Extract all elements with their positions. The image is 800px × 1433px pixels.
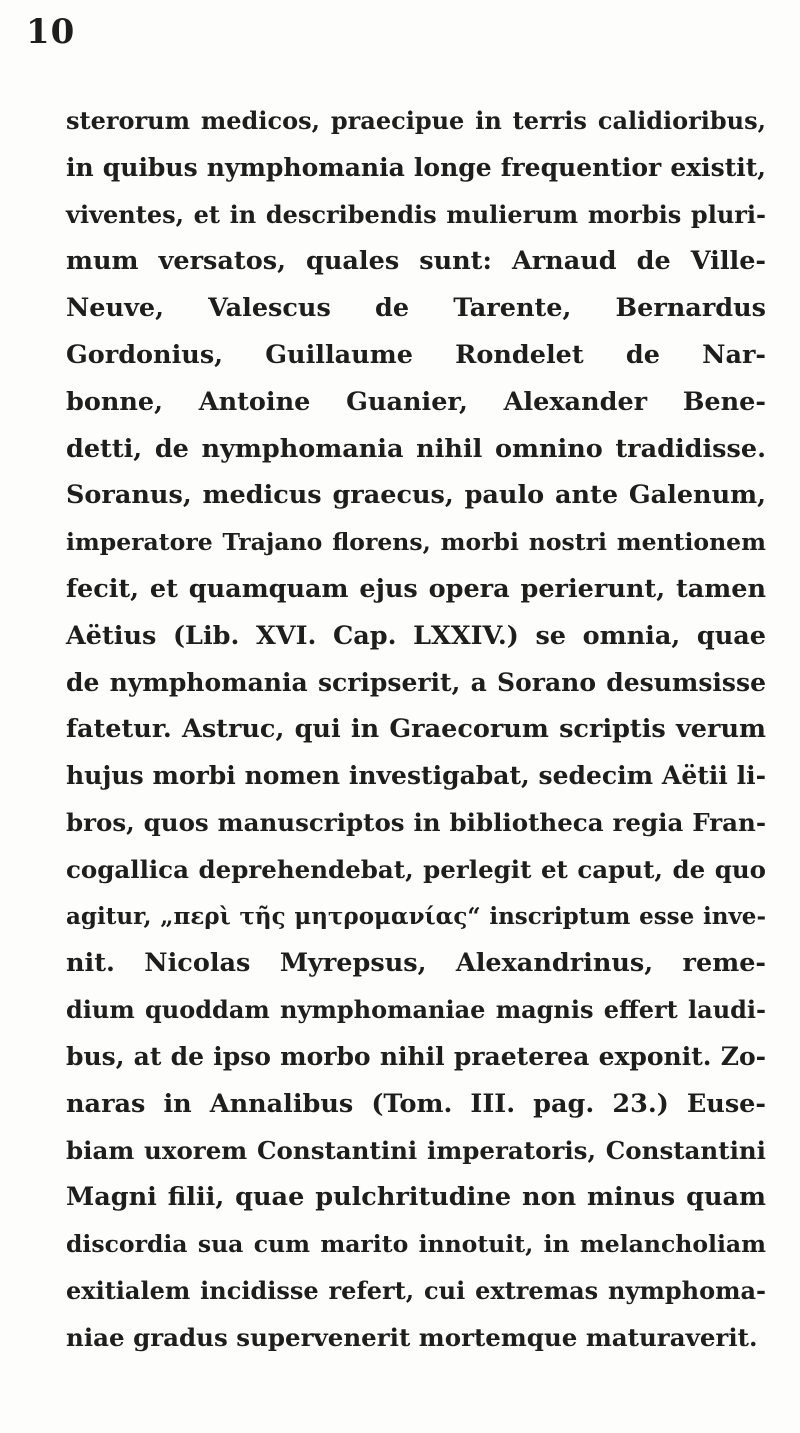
text-line: Aëtius (Lib. XVI. Cap. LXXIV.) se omnia, quae — [66, 620, 766, 651]
body-text — [66, 98, 766, 1362]
text-line: sterorum medicos, praecipue in terris calidioribus, — [66, 106, 766, 135]
text-line: cogallica deprehendebat, perlegit et caput, de quo — [66, 854, 766, 884]
text-line: agitur, „περὶ τῆς μητρομανίας“ inscriptum esse inve- — [66, 902, 766, 930]
text-line: de nymphomania scripserit, a Sorano desumsisse — [66, 667, 766, 697]
text-line: detti, de nymphomania nihil omnino tradidisse. — [66, 433, 766, 464]
text-line: exitialem incidisse refert, cui extremas nymphoma- — [66, 1275, 766, 1305]
text-line: in quibus nymphomania longe frequentior existit, — [66, 152, 766, 182]
text-line: discordia sua cum marito innotuit, in melancholiam — [66, 1230, 766, 1259]
page-number: 10 — [26, 12, 76, 52]
text-line: naras in Annalibus (Tom. III. pag. 23.) Euse- — [66, 1088, 766, 1119]
text-line: niae gradus supervenerit mortemque maturaverit. — [66, 1322, 758, 1352]
text-line: biam uxorem Constantini imperatoris, Constantini — [66, 1135, 766, 1165]
text-line: dium quoddam nymphomaniae magnis effert laudi- — [66, 995, 766, 1025]
text-line: bonne, Antoine Guanier, Alexander Bene- — [66, 386, 766, 417]
text-line: mum versatos, quales sunt: Arnaud de Ville- — [66, 246, 766, 277]
text-line: bus, at de ipso morbo nihil praeterea exponit. Zo- — [66, 1041, 766, 1071]
text-line: Soranus, medicus graecus, paulo ante Galenum, — [66, 480, 766, 511]
text-line: nit. Nicolas Myrepsus, Alexandrinus, reme- — [66, 948, 766, 979]
text-line: Gordonius, Guillaume Rondelet de Nar- — [66, 339, 766, 370]
text-line: hujus morbi nomen investigabat, sedecim Aëtii li- — [66, 761, 766, 791]
text-line: Neuve, Valescus de Tarente, Bernardus — [66, 293, 766, 324]
text-line: bros, quos manuscriptos in bibliotheca regia Fran- — [66, 807, 766, 837]
text-line: imperatore Trajano florens, morbi nostri mentionem — [66, 528, 766, 557]
text-line: fecit, et quamquam ejus opera perierunt, tamen — [66, 573, 766, 604]
text-line: viventes, et in describendis mulierum morbis pluri- — [66, 199, 766, 229]
text-line: Magni filii, quae pulchritudine non minus quam — [66, 1182, 766, 1213]
text-line: fatetur. Astruc, qui in Graecorum scriptis verum — [66, 714, 766, 745]
